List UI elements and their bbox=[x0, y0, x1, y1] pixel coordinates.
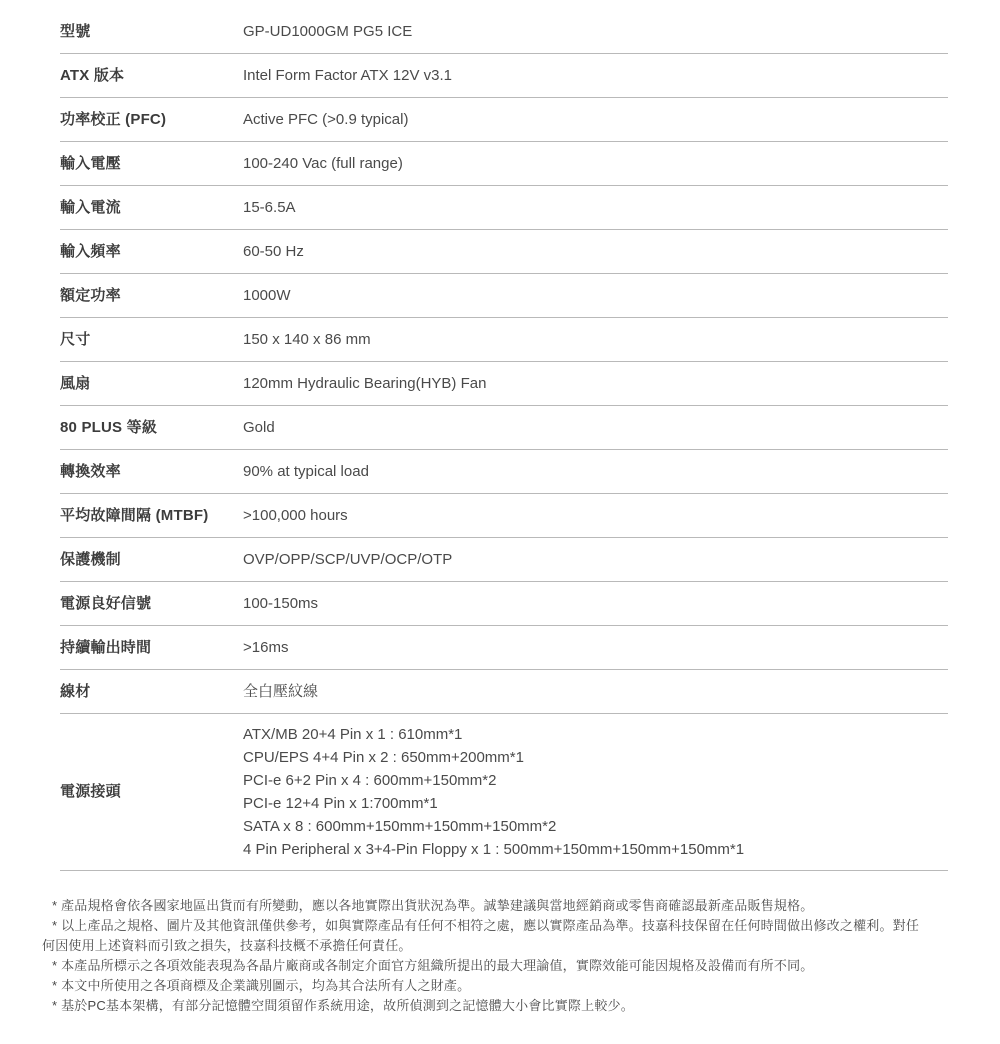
connector-line: PCI-e 12+4 Pin x 1:700mm*1 bbox=[243, 795, 438, 812]
spec-label: 電源良好信號 bbox=[60, 594, 152, 612]
spec-value: 1000W bbox=[243, 286, 291, 304]
table-row-fan bbox=[60, 362, 948, 406]
spec-label: 保護機制 bbox=[60, 550, 121, 568]
spec-value: 100-150ms bbox=[243, 594, 319, 612]
spec-value: 120mm Hydraulic Bearing(HYB) Fan bbox=[243, 374, 487, 392]
table-row-atx-version bbox=[60, 54, 948, 98]
spec-value: 全白壓紋線 bbox=[243, 682, 319, 700]
connector-line: ATX/MB 20+4 Pin x 1 : 610mm*1 bbox=[243, 726, 463, 743]
spec-value: >100,000 hours bbox=[243, 506, 348, 524]
spec-value: Intel Form Factor ATX 12V v3.1 bbox=[243, 66, 452, 84]
spec-label: ATX 版本 bbox=[60, 66, 125, 84]
connector-line: PCI-e 6+2 Pin x 4 : 600mm+150mm*2 bbox=[243, 772, 497, 789]
footnote: * 產品規格會依各國家地區出貨而有所變動，應以各地實際出貨狀況為準。誠摯建議與當地經銷商或零售商確認最新產品販售規格。 bbox=[52, 898, 814, 913]
spec-label: 平均故障間隔 (MTBF) bbox=[60, 506, 209, 524]
table-row-connectors bbox=[60, 714, 948, 871]
connector-line: SATA x 8 : 600mm+150mm+150mm+150mm*2 bbox=[243, 818, 557, 835]
spec-label: 功率校正 (PFC) bbox=[60, 110, 167, 128]
footnotes bbox=[42, 896, 926, 1016]
table-row-efficiency bbox=[60, 450, 948, 494]
table-row-protection bbox=[60, 538, 948, 582]
table-row-80plus bbox=[60, 406, 948, 450]
spec-label: 轉換效率 bbox=[60, 462, 121, 480]
spec-label: 80 PLUS 等級 bbox=[60, 418, 158, 436]
spec-value: 100-240 Vac (full range) bbox=[243, 154, 403, 172]
table-row-hold-up-time bbox=[60, 626, 948, 670]
table-row-cable-type bbox=[60, 670, 948, 714]
table-row-mtbf bbox=[60, 494, 948, 538]
spec-label: 尺寸 bbox=[60, 330, 91, 348]
footnote: * 本產品所標示之各項效能表現為各晶片廠商或各制定介面官方組織所提出的最大理論值，實際效能可能因規格及設備而有所不同。 bbox=[52, 958, 814, 973]
footnote: * 以上產品之規格、圖片及其他資訊僅供參考，如與實際產品有任何不相符之處，應以實際產品為準。技嘉科技保留在任何時間做出修改之權利。對任何因使用上述資料而引致之損失，技嘉科技概不承擔任何責任。 bbox=[42, 918, 920, 953]
connector-line: CPU/EPS 4+4 Pin x 2 : 650mm+200mm*1 bbox=[243, 749, 524, 766]
spec-label: 線材 bbox=[60, 682, 91, 700]
table-row-pfc bbox=[60, 98, 948, 142]
connector-line: 4 Pin Peripheral x 3+4-Pin Floppy x 1 : 500mm+150mm+150mm+150mm*1 bbox=[243, 841, 745, 858]
spec-label: 輸入電流 bbox=[60, 198, 121, 216]
table-row-power-good-signal bbox=[60, 582, 948, 626]
footnote: * 本文中所使用之各項商標及企業識別圖示，均為其合法所有人之財產。 bbox=[52, 978, 471, 993]
spec-label: 型號 bbox=[60, 22, 91, 40]
table-row-input-current bbox=[60, 186, 948, 230]
spec-value: 15-6.5A bbox=[243, 198, 296, 216]
table-row-dimensions bbox=[60, 318, 948, 362]
spec-table bbox=[60, 10, 948, 871]
table-row-model bbox=[60, 10, 948, 54]
spec-value: 150 x 140 x 86 mm bbox=[243, 330, 371, 348]
spec-value: 90% at typical load bbox=[243, 462, 369, 480]
spec-label: 輸入電壓 bbox=[60, 154, 121, 172]
spec-value: Active PFC (>0.9 typical) bbox=[243, 110, 409, 128]
spec-label: 輸入頻率 bbox=[60, 242, 121, 260]
spec-label: 額定功率 bbox=[60, 286, 121, 304]
spec-label: 持續輸出時間 bbox=[60, 638, 152, 656]
spec-value: >16ms bbox=[243, 638, 289, 656]
spec-value: 60-50 Hz bbox=[243, 242, 304, 260]
spec-label: 電源接頭 bbox=[60, 783, 121, 801]
connector-list bbox=[243, 714, 744, 870]
spec-value: GP-UD1000GM PG5 ICE bbox=[243, 22, 413, 40]
spec-value: OVP/OPP/SCP/UVP/OCP/OTP bbox=[243, 550, 453, 568]
spec-label: 風扇 bbox=[60, 374, 91, 392]
table-row-input-voltage bbox=[60, 142, 948, 186]
footnote: * 基於PC基本架構，有部分記憶體空間須留作系統用途，故所偵測到之記憶體大小會比實際上較少。 bbox=[52, 998, 634, 1013]
table-row-rated-power bbox=[60, 274, 948, 318]
spec-value: Gold bbox=[243, 418, 275, 436]
table-row-input-frequency bbox=[60, 230, 948, 274]
